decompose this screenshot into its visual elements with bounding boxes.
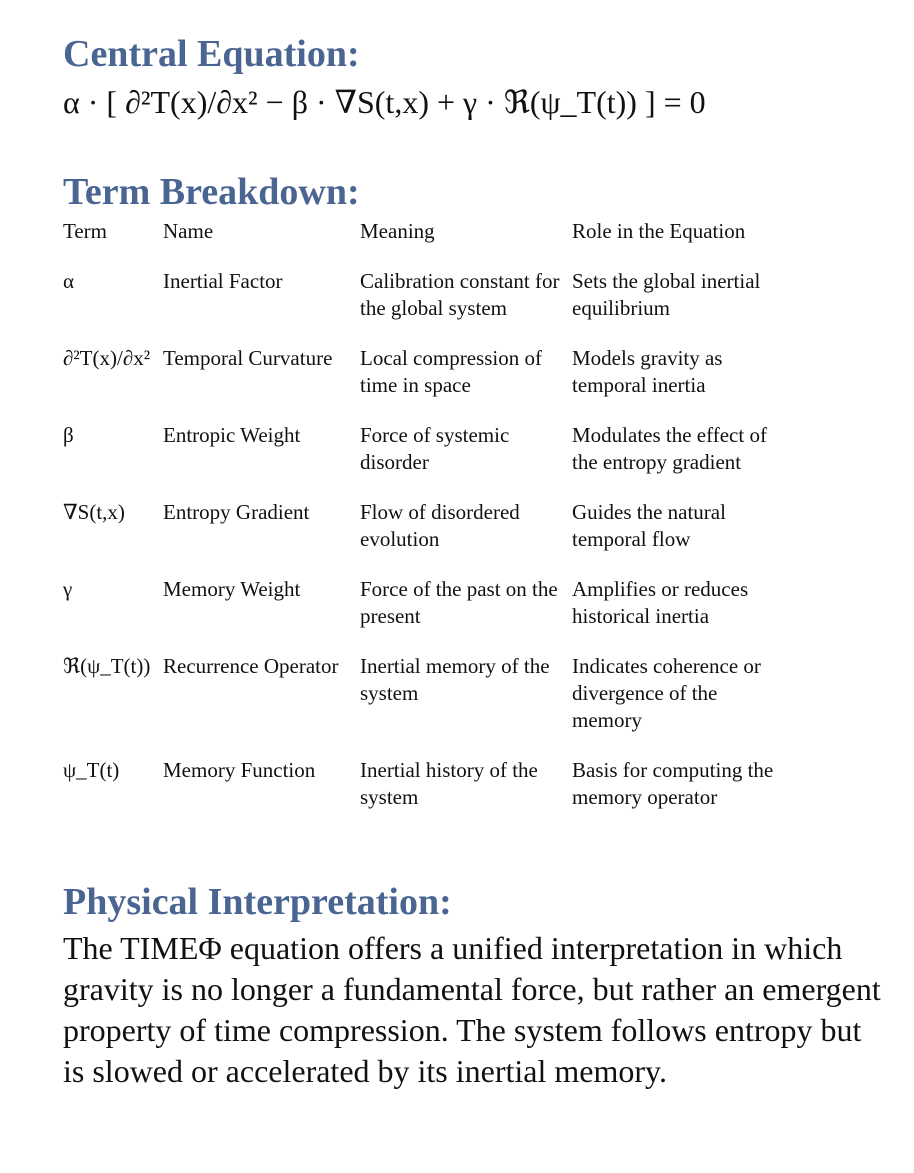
role-cell: Sets the global inertial equilibrium [572, 269, 761, 320]
central-equation: α · [ ∂²T(x)/∂x² − β · ∇S(t,x) + γ · ℜ(ψ_T(t)) ] = 0 [63, 84, 706, 120]
table-row [63, 757, 792, 834]
term-cell: α [63, 269, 75, 293]
name-cell: Entropy Gradient [163, 500, 310, 524]
name-cell: Entropic Weight [163, 423, 301, 447]
meaning-cell: Force of systemic disorder [360, 423, 510, 474]
name-cell: Recurrence Operator [163, 654, 339, 678]
term-cell: ψ_T(t) [63, 758, 120, 782]
table-header-row [63, 218, 792, 268]
role-cell: Amplifies or reduces historical inertia [572, 577, 749, 628]
role-cell: Basis for computing the memory operator [572, 758, 774, 809]
column-header-name: Name [163, 219, 214, 243]
table-row [63, 345, 792, 422]
term-cell: ∂²T(x)/∂x² [63, 346, 150, 370]
meaning-cell: Local compression of time in space [360, 346, 542, 397]
physical-interpretation-heading: Physical Interpretation: [63, 881, 452, 923]
term-cell: ℜ(ψ_T(t)) [63, 654, 151, 678]
column-header-meaning: Meaning [360, 219, 435, 243]
table-row [63, 653, 792, 757]
table-row [63, 576, 792, 653]
meaning-cell: Flow of disordered evolution [360, 500, 520, 551]
central-equation-heading: Central Equation: [63, 33, 360, 75]
meaning-cell: Inertial memory of the system [360, 654, 550, 705]
term-cell: ∇S(t,x) [63, 500, 125, 524]
table-row [63, 499, 792, 576]
meaning-cell: Force of the past on the present [360, 577, 558, 628]
role-cell: Models gravity as temporal inertia [572, 346, 723, 397]
term-cell: β [63, 423, 74, 447]
column-header-term: Term [63, 219, 108, 243]
name-cell: Inertial Factor [163, 269, 283, 293]
role-cell: Guides the natural temporal flow [572, 500, 726, 551]
term-cell: γ [63, 577, 73, 601]
document [63, 32, 893, 1092]
column-header-role: Role in the Equation [572, 219, 746, 243]
term-table [63, 218, 792, 834]
table-row [63, 422, 792, 499]
meaning-cell: Inertial history of the system [360, 758, 538, 809]
name-cell: Memory Function [163, 758, 316, 782]
term-breakdown-heading: Term Breakdown: [63, 171, 360, 213]
name-cell: Memory Weight [163, 577, 301, 601]
name-cell: Temporal Curvature [163, 346, 333, 370]
table-row [63, 268, 792, 345]
physical-interpretation-text: The TIMEΦ equation offers a unified interpretation in which gravity is no longer a fundamental force, but rather an emergent property of time compression. The system follows entropy but is slowed or accelerated by its inertial memory. [63, 930, 881, 1089]
meaning-cell: Calibration constant for the global system [360, 269, 560, 320]
role-cell: Indicates coherence or divergence of the memory [572, 654, 761, 732]
role-cell: Modulates the effect of the entropy gradient [572, 423, 767, 474]
